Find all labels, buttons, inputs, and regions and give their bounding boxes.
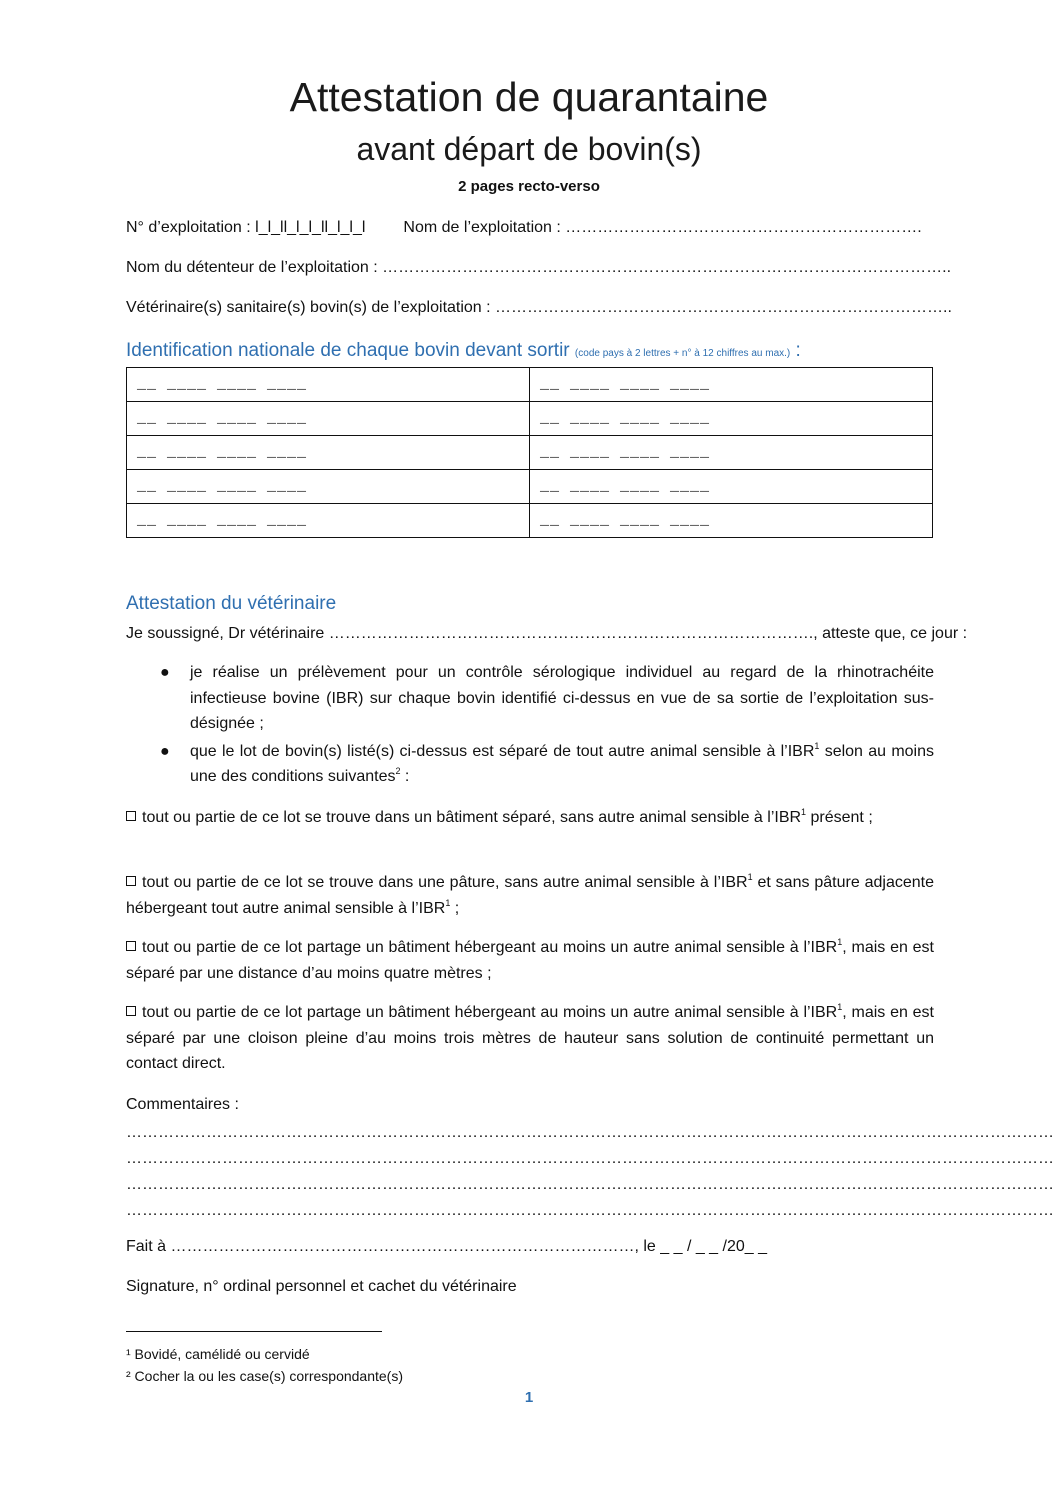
attestation-intro[interactable]: Je soussigné, Dr vétérinaire ………………………………………………………………………………., atteste que, ce jour : xyxy=(126,625,968,642)
id-cell[interactable]: __ ____ ____ ____ xyxy=(127,470,530,504)
table-row xyxy=(127,436,933,470)
identification-heading-colon: : xyxy=(790,340,801,361)
footnote-ref: 1 xyxy=(747,872,753,882)
bullet-text: je réalise un prélèvement pour un contrôle sérologique individuel au regard de la rhinotrachéite infectieuse bovine (IBR) sur chaque bovin identifié ci-dessus en vue de sa sortie de l’exploitation sus-désignée ; xyxy=(190,664,934,732)
footnote-ref: 2 xyxy=(395,766,401,776)
footnote-ref: 1 xyxy=(801,807,807,817)
footnote-ref: 1 xyxy=(837,1002,843,1012)
comment-line[interactable]: ………………………………………………………………………………………………………………………………………………………… xyxy=(126,1150,1054,1167)
comment-line[interactable]: ………………………………………………………………………………………………………………………………………………………… xyxy=(126,1124,1054,1141)
comment-line[interactable]: ………………………………………………………………………………………………………………………………………………………… xyxy=(126,1176,1054,1193)
bullet-text: que le lot de bovin(s) listé(s) ci-dessus est séparé de tout autre animal sensible à l’IBR xyxy=(190,742,815,760)
attestation-heading: Attestation du vétérinaire xyxy=(126,593,337,614)
footnote-2: ² Cocher la ou les case(s) correspondante(s) xyxy=(126,1368,404,1384)
table-row xyxy=(127,504,933,538)
bullet-dot-icon: ● xyxy=(160,664,170,681)
page-number: 1 xyxy=(524,1389,534,1406)
identification-heading-note: (code pays à 2 lettres + n° à 12 chiffres au max.) xyxy=(574,348,791,359)
holder-field[interactable]: Nom du détenteur de l’exploitation : …………………………………………………………………………………………….. xyxy=(126,259,952,276)
comments-label: Commentaires : xyxy=(126,1096,239,1113)
id-cell[interactable]: __ ____ ____ ____ xyxy=(127,368,530,402)
id-cell[interactable]: __ ____ ____ ____ xyxy=(127,504,530,538)
title-line-2: avant départ de bovin(s) xyxy=(356,131,702,167)
option-2-text: ; xyxy=(450,899,460,917)
footnote-divider xyxy=(126,1331,382,1332)
option-4 xyxy=(126,1000,934,1077)
signature-label: Signature, n° ordinal personnel et cachet du vétérinaire xyxy=(126,1278,517,1295)
table-row xyxy=(127,470,933,504)
id-cell[interactable]: __ ____ ____ ____ xyxy=(530,368,933,402)
option-3-text: , mais en est séparé par une distance d’au moins quatre mètres ; xyxy=(126,939,934,982)
place-date-field[interactable]: Fait à ……………………………………………………………………………, le _ _ / _ _ /20_ _ xyxy=(126,1238,767,1255)
bullet-text: : xyxy=(400,768,410,785)
table-row xyxy=(127,402,933,436)
option-1 xyxy=(126,805,934,831)
option-1-checkbox[interactable] xyxy=(126,811,136,821)
identification-heading xyxy=(126,339,801,366)
option-2-text: et sans pâture adjacente hébergeant tout autre animal sensible à l’IBR xyxy=(126,874,935,917)
option-2-text: tout ou partie de ce lot se trouve dans une pâture, sans autre animal sensible à l’IBR xyxy=(142,874,748,891)
option-1-text: présent ; xyxy=(806,809,873,826)
table-row xyxy=(127,368,933,402)
id-cell[interactable]: __ ____ ____ ____ xyxy=(530,402,933,436)
vet-field[interactable]: Vétérinaire(s) sanitaire(s) bovin(s) de l’exploitation : ………………………………………………………………………….. xyxy=(126,299,952,316)
id-cell[interactable]: __ ____ ____ ____ xyxy=(530,504,933,538)
bullet-item xyxy=(126,739,934,790)
option-3 xyxy=(126,935,934,986)
id-cell[interactable]: __ ____ ____ ____ xyxy=(127,436,530,470)
comment-line[interactable]: ………………………………………………………………………………………………………………………………………………………… xyxy=(126,1202,1054,1219)
option-2-checkbox[interactable] xyxy=(126,876,136,886)
footnote-ref: 1 xyxy=(837,937,843,947)
footnote-1: ¹ Bovidé, camélidé ou cervidé xyxy=(126,1346,310,1362)
bullet-dot-icon: ● xyxy=(160,742,170,760)
identification-table xyxy=(126,367,933,538)
option-1-text: tout ou partie de ce lot se trouve dans un bâtiment séparé, sans autre animal sensible à l’IBR xyxy=(142,809,802,826)
bullet-item xyxy=(126,660,934,737)
subtitle: 2 pages recto-verso xyxy=(458,178,600,195)
option-4-text: , mais en est séparé par une cloison pleine d’au moins trois mètres de hauteur sans solution de continuité permettant un contact direct. xyxy=(126,1004,934,1072)
option-3-text: tout ou partie de ce lot partage un bâtiment hébergeant au moins un autre animal sensible à l’IBR xyxy=(142,939,838,956)
option-2 xyxy=(126,870,934,921)
footnote-ref: 1 xyxy=(445,897,451,908)
exploitation-line xyxy=(126,217,934,239)
identification-heading-text: Identification nationale de chaque bovin devant sortir xyxy=(126,340,570,361)
footnote-ref: 1 xyxy=(814,740,820,751)
id-cell[interactable]: __ ____ ____ ____ xyxy=(530,470,933,504)
bullet-text: selon au moins une des conditions suivantes xyxy=(190,742,934,785)
exploitation-name-field[interactable]: Nom de l’exploitation : …………………………………………………………. xyxy=(403,219,922,236)
attestation-bullets xyxy=(126,660,934,792)
option-4-text: tout ou partie de ce lot partage un bâtiment hébergeant au moins un autre animal sensible à l’IBR xyxy=(142,1004,838,1021)
id-cell[interactable]: __ ____ ____ ____ xyxy=(127,402,530,436)
id-cell[interactable]: __ ____ ____ ____ xyxy=(530,436,933,470)
option-3-checkbox[interactable] xyxy=(126,941,136,951)
exploitation-number-field[interactable]: N° d’exploitation : l_l_ll_l_l_ll_l_l_l xyxy=(126,219,366,236)
option-4-checkbox[interactable] xyxy=(126,1006,136,1016)
title-line-1: Attestation de quarantaine xyxy=(289,74,769,120)
